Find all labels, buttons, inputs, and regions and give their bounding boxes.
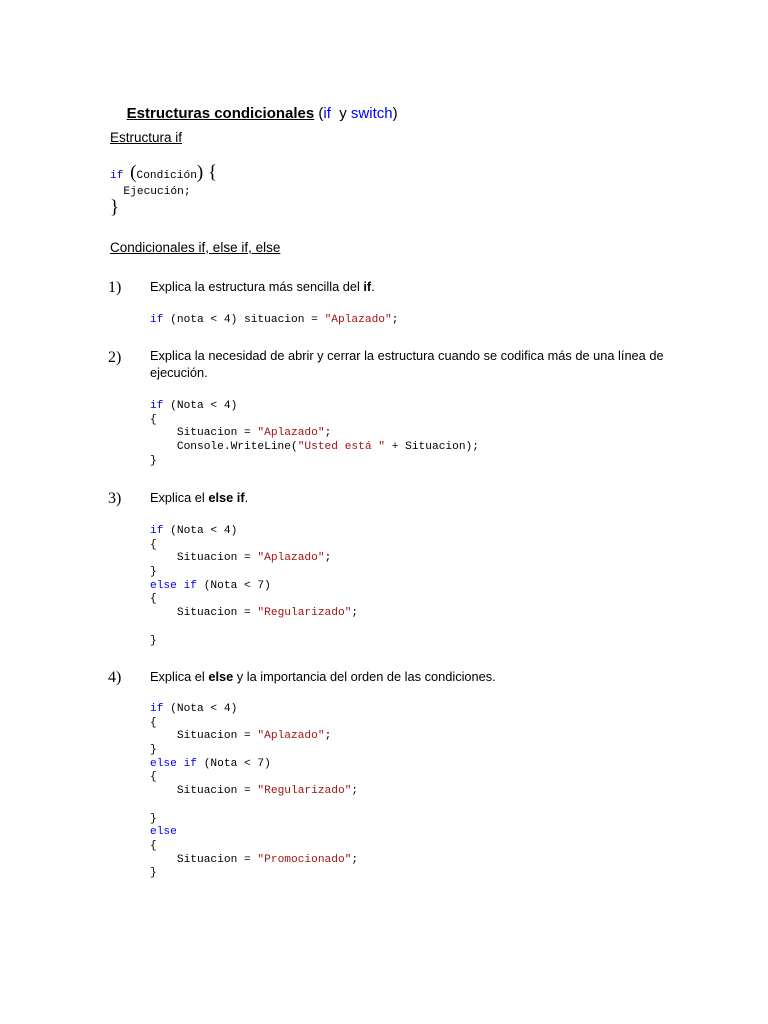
code-text: }: [150, 566, 157, 579]
question-text: Explica el: [150, 669, 209, 684]
code-text: (Nota < 4): [163, 400, 238, 412]
code-text: {: [150, 413, 157, 426]
code-text: Situacion =: [150, 730, 258, 743]
question-text-end: y la importancia del orden de las condiciones.: [233, 669, 496, 684]
code-line: [150, 580, 358, 594]
syntax-end-brace: }: [110, 197, 120, 218]
code-text: ;: [351, 785, 359, 798]
code-text: Situacion =: [150, 607, 258, 620]
question-bold: else: [208, 669, 234, 684]
code-line: [150, 771, 358, 785]
title-keyword-if: if: [323, 105, 331, 122]
syntax-body: Ejecución;: [110, 186, 191, 198]
code-text: ;: [391, 314, 399, 326]
title-main: Estructuras condicionales: [126, 105, 315, 122]
code-text: {: [150, 593, 157, 606]
code-string: "Regularizado": [257, 607, 352, 620]
code-text: {: [150, 839, 157, 852]
code-line: [150, 744, 358, 758]
code-line: [150, 525, 358, 539]
code-line: [150, 593, 358, 607]
code-line: [150, 455, 479, 469]
code-text: ;: [324, 427, 332, 440]
code-keyword: if: [150, 525, 164, 537]
code-text: }: [150, 867, 157, 880]
code-line: [150, 813, 358, 827]
code-text: }: [150, 744, 157, 757]
code-line: [150, 758, 358, 772]
code-string: "Regularizado": [257, 785, 352, 798]
code-line: [150, 730, 358, 744]
code-line: [150, 826, 358, 840]
code-string: "Aplazado": [257, 730, 325, 743]
code-keyword: if: [150, 314, 164, 326]
code-keyword: else: [150, 826, 177, 839]
title-paren-close: ): [392, 105, 398, 122]
code-text: Situacion =: [150, 552, 258, 565]
code-text: Situacion =: [150, 785, 258, 798]
code-line: [150, 785, 358, 799]
title-conjunction: y: [330, 105, 351, 122]
item-question: [150, 668, 670, 685]
syntax-condition: Condición: [136, 170, 197, 182]
code-text: (Nota < 4): [163, 525, 238, 537]
section-heading-conditionals: Condicionales if, else if, else: [110, 240, 281, 255]
item-question: [150, 489, 670, 506]
code-text: }: [150, 634, 157, 647]
code-keyword: else if: [150, 757, 197, 770]
code-line: [150, 635, 358, 649]
syntax-close-brace: ) {: [196, 162, 218, 183]
code-text: (Nota < 7): [197, 757, 271, 770]
title-keyword-switch: switch: [350, 105, 393, 122]
item-number: 4): [108, 669, 122, 686]
code-line: [150, 552, 358, 566]
code-string: "Aplazado": [257, 552, 325, 565]
code-line: [150, 717, 358, 731]
code-block: [150, 314, 398, 328]
code-block: [150, 400, 479, 468]
syntax-keyword-if: if: [110, 170, 124, 182]
code-text: }: [150, 454, 157, 467]
question-text-end: .: [244, 490, 249, 505]
code-text: }: [150, 812, 157, 825]
code-text: ;: [351, 607, 359, 620]
code-text: Console.WriteLine(: [150, 441, 298, 454]
code-keyword: else if: [150, 579, 197, 592]
code-line: [150, 621, 358, 635]
code-text: ;: [324, 552, 332, 565]
item-number: 1): [108, 279, 122, 296]
code-text: Situacion =: [150, 853, 258, 866]
title-paren-open: (: [314, 105, 324, 122]
code-line: [150, 427, 479, 441]
code-line: [150, 566, 358, 580]
code-block: [150, 703, 358, 881]
code-block: [150, 525, 358, 648]
syntax-if-line: [110, 162, 218, 184]
code-text: {: [150, 538, 157, 551]
code-line: [150, 703, 358, 717]
code-line: [150, 840, 358, 854]
item-number: 2): [108, 349, 122, 366]
code-text: (nota < 4) situacion =: [163, 314, 325, 326]
code-text: ;: [351, 853, 359, 866]
code-keyword: if: [150, 703, 164, 715]
code-line: [150, 314, 398, 328]
item-question: [150, 347, 670, 381]
item-number: 3): [108, 490, 122, 507]
code-line: [150, 400, 479, 414]
code-string: "Promocionado": [257, 853, 352, 866]
code-line: [150, 441, 479, 455]
code-text: ;: [324, 730, 332, 743]
item-question: [150, 278, 670, 295]
code-line: [150, 607, 358, 621]
code-text: (Nota < 7): [197, 579, 271, 592]
code-text: {: [150, 771, 157, 784]
code-text: (Nota < 4): [163, 703, 238, 715]
question-text: Explica el: [150, 490, 209, 505]
question-bold: if: [363, 279, 372, 294]
question-text-end: .: [371, 279, 375, 294]
question-text: Explica la estructura más sencilla del: [150, 279, 364, 294]
code-line: [150, 539, 358, 553]
section-heading-if: Estructura if: [110, 130, 183, 145]
code-keyword: if: [150, 400, 164, 412]
question-text: Explica la necesidad de abrir y cerrar la estructura cuando se codifica más de una línea de ejecución.: [150, 348, 664, 380]
code-text: + Situacion);: [384, 441, 479, 454]
question-bold: else if: [208, 490, 245, 505]
code-line: [150, 854, 358, 868]
code-string: "Aplazado": [324, 314, 392, 326]
code-string: "Usted está ": [297, 441, 385, 454]
code-line: [150, 867, 358, 881]
code-line: [150, 414, 479, 428]
code-text: Situacion =: [150, 427, 258, 440]
code-string: "Aplazado": [257, 427, 325, 440]
code-text: {: [150, 716, 157, 729]
code-line: [150, 799, 358, 813]
syntax-open-paren: (: [130, 162, 137, 183]
